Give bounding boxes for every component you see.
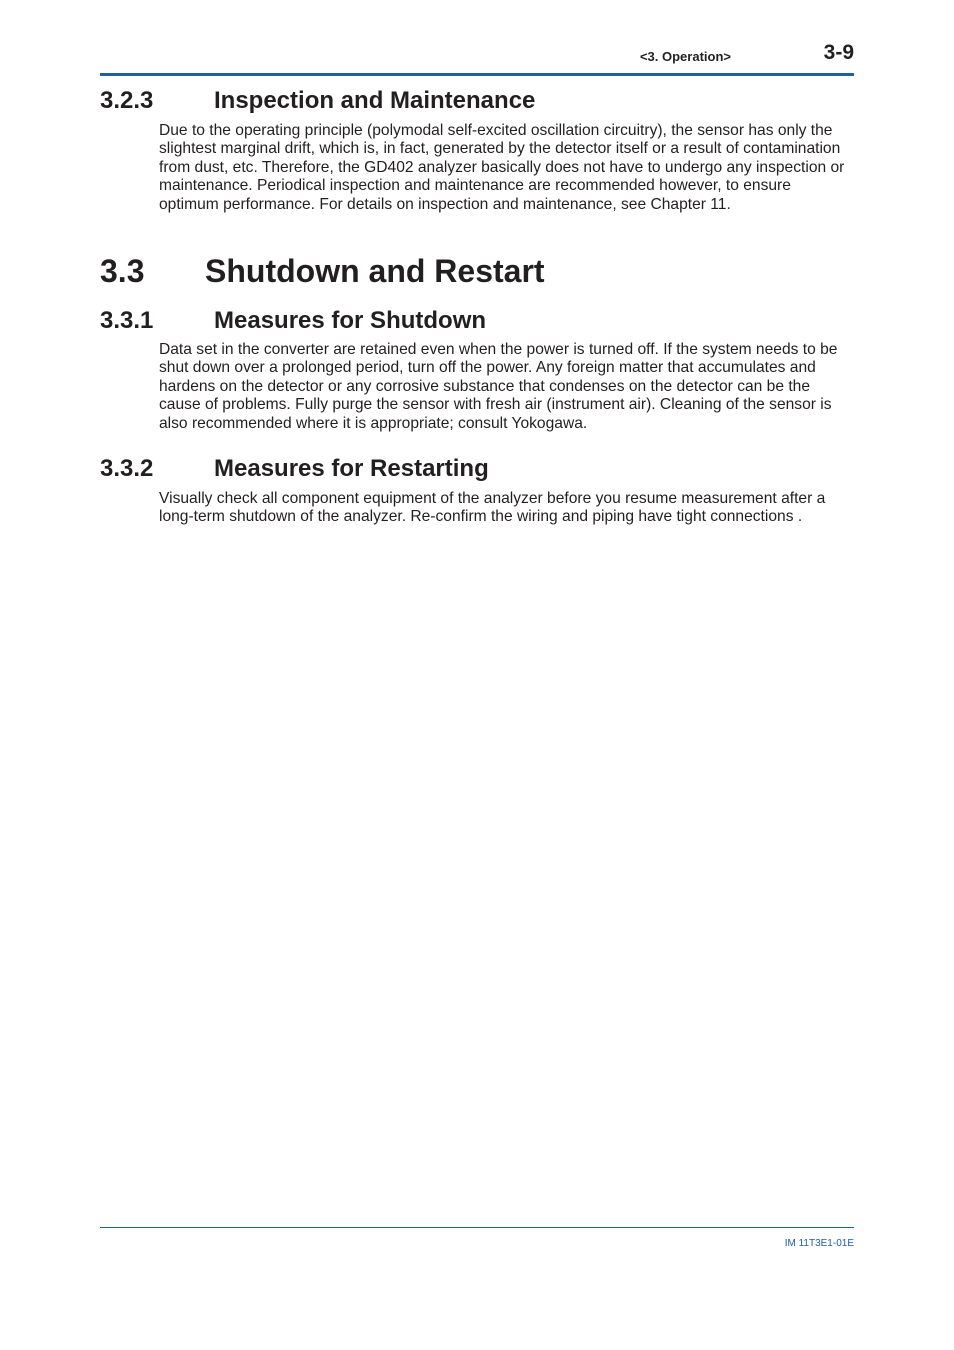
- heading-3-2-3: [100, 87, 535, 115]
- section-title: Measures for Shutdown: [214, 307, 487, 334]
- header-section-label: <3. Operation>: [639, 49, 731, 64]
- section-number: 3.3.1: [100, 307, 154, 334]
- heading-3-3-1: [100, 307, 486, 335]
- section-title: Inspection and Maintenance: [214, 87, 536, 114]
- section-number: 3.2.3: [100, 87, 154, 114]
- section-title: Measures for Restarting: [214, 455, 489, 482]
- heading-3-3-2: [100, 455, 489, 483]
- paragraph-inspection: Due to the operating principle (polymodal self-excited oscillation circuitry), the sensor has only the slightest marginal drift, which is, in fact, generated by the detector itself or a result of contamination from dust, etc. Therefore, the GD402 analyzer basically does not have to undergo any inspection or maintenance. Periodical inspection and maintenance are recommended however, to ensure optimum performance. For details on inspection and maintenance, see Chapter 11.: [159, 122, 845, 213]
- paragraph-restarting: Visually check all component equipment of the analyzer before you resume measurement after a long-term shutdown of the analyzer. Re-confirm the wiring and piping have tight connections .: [159, 490, 826, 526]
- page-header: [100, 40, 854, 76]
- header-page-number: 3-9: [823, 41, 854, 64]
- section-title: Shutdown and Restart: [205, 253, 545, 289]
- paragraph-shutdown: Data set in the converter are retained even when the power is turned off. If the system needs to be shut down over a prolonged period, turn off the power. Any foreign matter that accumulates and hardens on the detector or any corrosive substance that condenses on the detector can be the cause of problems. Fully purge the sensor with fresh air (instrument air). Cleaning of the sensor is also recommended where it is appropriate; consult Yokogawa.: [159, 341, 838, 432]
- footer-doc-number: IM 11T3E1-01E: [784, 1238, 854, 1249]
- section-number: 3.3.2: [100, 455, 154, 482]
- header-rule: [100, 73, 854, 76]
- footer-rule: [100, 1227, 854, 1228]
- section-number: 3.3: [100, 253, 145, 289]
- heading-3-3: [100, 253, 545, 290]
